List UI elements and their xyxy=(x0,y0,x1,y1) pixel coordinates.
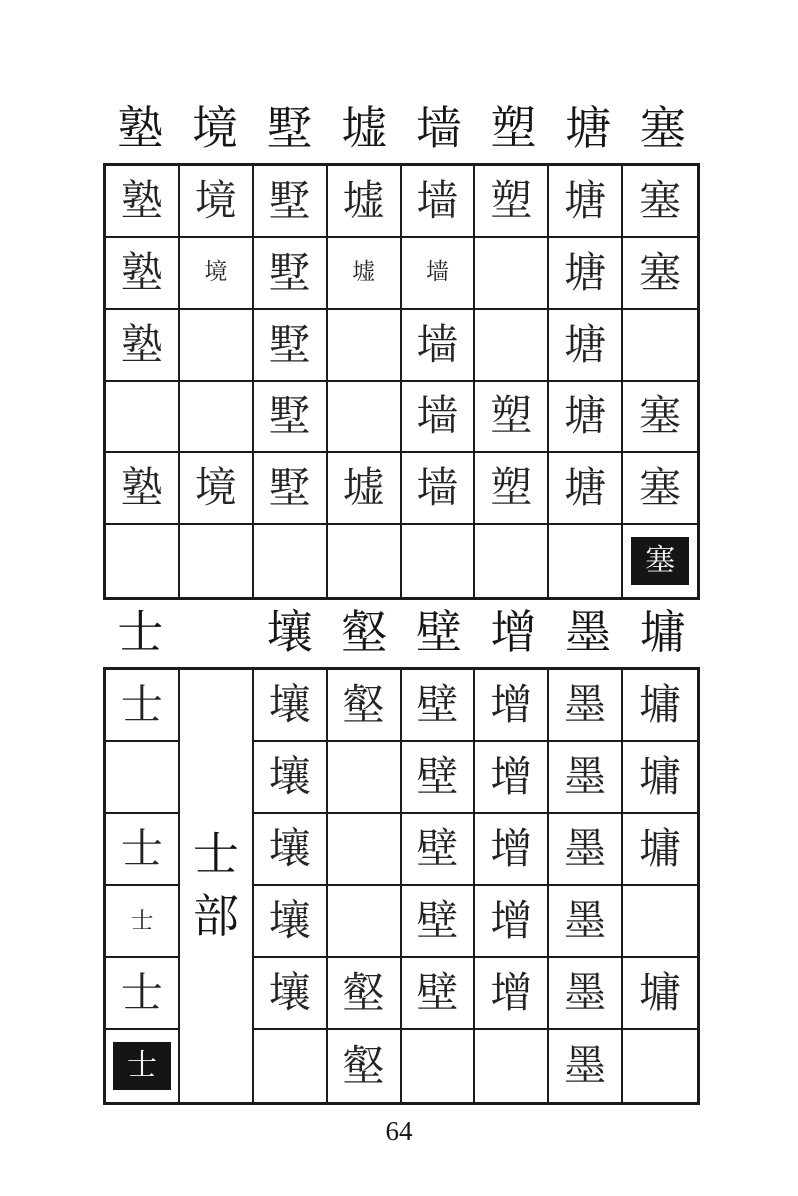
ancient-script-glyph: 壁 xyxy=(416,680,459,729)
ancient-script-glyph: 墨 xyxy=(564,752,607,801)
variant-cell xyxy=(254,453,328,525)
header-char: 壑 xyxy=(341,607,388,658)
header-gap xyxy=(178,604,253,662)
ancient-script-glyph: 塘 xyxy=(564,463,607,513)
variant-table-bottom xyxy=(103,667,700,1105)
empty-cell xyxy=(180,525,254,597)
ancient-script-glyph: 塘 xyxy=(564,175,607,225)
variant-cell xyxy=(180,166,254,238)
variant-cell xyxy=(475,958,549,1030)
variant-cell xyxy=(549,886,623,958)
empty-cell xyxy=(475,238,549,310)
ancient-script-glyph: 墅 xyxy=(268,247,311,297)
ancient-script-glyph: 塞 xyxy=(639,463,682,513)
variant-cell xyxy=(623,166,697,238)
empty-cell xyxy=(402,525,476,597)
ancient-script-glyph: 墅 xyxy=(268,319,311,369)
ancient-script-glyph: 士 xyxy=(130,907,154,934)
variant-cell xyxy=(106,310,180,382)
ancient-script-glyph: 壁 xyxy=(416,968,459,1017)
ancient-script-glyph: 塞 xyxy=(639,175,682,225)
ancient-script-glyph: 墨 xyxy=(564,896,607,945)
variant-cell xyxy=(106,958,180,1030)
ancient-script-glyph: 增 xyxy=(490,680,533,729)
variant-cell xyxy=(549,958,623,1030)
empty-cell xyxy=(106,525,180,597)
ancient-script-glyph: 塑 xyxy=(490,391,533,441)
variant-cell xyxy=(623,742,697,814)
radical-section-label xyxy=(180,670,254,1102)
ancient-script-glyph: 士 xyxy=(120,968,163,1017)
bottom-header-row xyxy=(103,604,700,662)
ancient-script-glyph: 墅 xyxy=(268,463,311,513)
empty-cell xyxy=(180,382,254,454)
variant-cell xyxy=(328,958,402,1030)
variant-cell xyxy=(402,958,476,1030)
variant-cell xyxy=(180,238,254,310)
header-char: 壁 xyxy=(415,607,462,658)
ancient-script-glyph: 墟 xyxy=(342,463,385,513)
variant-cell xyxy=(254,310,328,382)
variant-table-top xyxy=(103,163,700,600)
ancient-script-glyph: 塘 xyxy=(564,247,607,297)
ancient-script-glyph: 壤 xyxy=(268,680,311,729)
variant-cell xyxy=(106,453,180,525)
variant-cell xyxy=(106,1030,180,1102)
ancient-script-glyph: 壤 xyxy=(268,824,311,873)
empty-cell xyxy=(623,1030,697,1102)
variant-cell xyxy=(254,742,328,814)
ancient-script-glyph: 壁 xyxy=(416,752,459,801)
ancient-script-glyph: 塘 xyxy=(564,319,607,369)
top-header-row xyxy=(103,100,700,158)
ancient-script-glyph: 墨 xyxy=(564,824,607,873)
variant-cell xyxy=(254,814,328,886)
header-char: 墨 xyxy=(565,607,612,658)
header-char: 墅 xyxy=(266,103,313,154)
ancient-script-glyph: 塑 xyxy=(490,175,533,225)
empty-cell xyxy=(475,1030,549,1102)
variant-cell xyxy=(106,814,180,886)
variant-cell xyxy=(402,453,476,525)
variant-cell xyxy=(549,166,623,238)
ancient-script-glyph: 塾 xyxy=(120,247,163,297)
ancient-script-glyph: 壤 xyxy=(268,968,311,1017)
header-char: 墙 xyxy=(415,103,462,154)
variant-cell xyxy=(623,958,697,1030)
empty-cell xyxy=(254,1030,328,1102)
empty-cell xyxy=(328,310,402,382)
empty-cell xyxy=(106,382,180,454)
variant-cell xyxy=(106,166,180,238)
header-char: 增 xyxy=(490,607,537,658)
ancient-script-glyph: 塘 xyxy=(564,391,607,441)
variant-cell xyxy=(475,886,549,958)
variant-cell xyxy=(328,166,402,238)
empty-cell xyxy=(475,310,549,382)
ancient-script-glyph: 塞 xyxy=(639,247,682,297)
ancient-script-glyph: 壑 xyxy=(342,1041,385,1090)
ancient-script-glyph: 境 xyxy=(194,175,237,225)
ancient-script-glyph: 壑 xyxy=(342,680,385,729)
variant-cell xyxy=(475,382,549,454)
variant-cell xyxy=(106,238,180,310)
variant-cell xyxy=(402,382,476,454)
variant-cell xyxy=(328,453,402,525)
variant-cell xyxy=(106,886,180,958)
ancient-script-glyph: 墙 xyxy=(416,175,459,225)
ancient-script-glyph: 墉 xyxy=(639,968,682,1017)
variant-cell xyxy=(549,310,623,382)
ancient-script-glyph: 墨 xyxy=(564,680,607,729)
ancient-script-glyph: 壁 xyxy=(416,896,459,945)
radical-label-char: 部 xyxy=(192,891,239,942)
ancient-script-glyph: 墨 xyxy=(564,968,607,1017)
variant-cell xyxy=(475,453,549,525)
ancient-script-glyph: 墅 xyxy=(268,391,311,441)
ancient-script-glyph: 墟 xyxy=(352,259,376,286)
variant-cell xyxy=(549,382,623,454)
ancient-script-glyph: 墙 xyxy=(416,463,459,513)
variant-cell xyxy=(475,670,549,742)
variant-cell xyxy=(254,382,328,454)
ancient-script-glyph: 士 xyxy=(120,680,163,729)
variant-cell xyxy=(623,453,697,525)
variant-cell xyxy=(623,525,697,597)
empty-cell xyxy=(106,742,180,814)
ancient-script-glyph: 增 xyxy=(490,968,533,1017)
variant-cell xyxy=(549,453,623,525)
empty-cell xyxy=(623,886,697,958)
variant-cell xyxy=(402,886,476,958)
variant-cell xyxy=(106,670,180,742)
variant-cell xyxy=(475,742,549,814)
ancient-script-glyph: 塾 xyxy=(120,319,163,369)
header-char: 塾 xyxy=(117,103,164,154)
page-number: 64 xyxy=(385,1116,413,1146)
empty-cell xyxy=(328,886,402,958)
variant-cell xyxy=(549,238,623,310)
ancient-script-glyph: 塾 xyxy=(120,463,163,513)
empty-cell xyxy=(180,310,254,382)
ancient-script-glyph: 士 xyxy=(120,824,163,873)
empty-cell xyxy=(475,525,549,597)
ancient-script-glyph: 墟 xyxy=(342,175,385,225)
header-char: 壤 xyxy=(266,607,313,658)
ancient-script-glyph: 塾 xyxy=(120,175,163,225)
variant-cell xyxy=(623,814,697,886)
ancient-script-glyph: 墅 xyxy=(268,175,311,225)
ancient-script-glyph: 墉 xyxy=(639,752,682,801)
variant-cell xyxy=(623,382,697,454)
variant-cell xyxy=(328,670,402,742)
header-char: 塘 xyxy=(565,103,612,154)
ancient-script-glyph: 塞 xyxy=(639,391,682,441)
empty-cell xyxy=(328,525,402,597)
variant-cell xyxy=(402,238,476,310)
variant-cell xyxy=(254,238,328,310)
variant-cell xyxy=(402,166,476,238)
empty-cell xyxy=(623,310,697,382)
variant-cell xyxy=(254,670,328,742)
ancient-script-glyph: 墨 xyxy=(564,1041,607,1090)
variant-cell xyxy=(475,166,549,238)
variant-cell xyxy=(402,670,476,742)
header-char: 墉 xyxy=(639,607,686,658)
header-char: 墟 xyxy=(341,103,388,154)
header-char: 塞 xyxy=(639,103,686,154)
variant-cell xyxy=(623,238,697,310)
ancient-script-glyph: 墉 xyxy=(639,824,682,873)
ancient-script-glyph: 墙 xyxy=(425,259,449,286)
empty-cell xyxy=(254,525,328,597)
ancient-script-glyph: 壑 xyxy=(342,968,385,1017)
ancient-script-glyph: 境 xyxy=(204,259,228,286)
ancient-script-glyph: 墙 xyxy=(416,319,459,369)
variant-cell xyxy=(623,670,697,742)
empty-cell xyxy=(402,1030,476,1102)
ancient-script-glyph: 增 xyxy=(490,824,533,873)
variant-cell xyxy=(402,814,476,886)
empty-cell xyxy=(549,525,623,597)
ancient-script-glyph: 增 xyxy=(490,896,533,945)
empty-cell xyxy=(328,814,402,886)
ancient-script-glyph: 增 xyxy=(490,752,533,801)
variant-cell xyxy=(402,310,476,382)
empty-cell xyxy=(328,742,402,814)
seal-stamp-glyph: 塞 xyxy=(631,537,689,585)
variant-cell xyxy=(328,1030,402,1102)
variant-cell xyxy=(254,958,328,1030)
radical-label-char: 士 xyxy=(192,829,239,880)
variant-cell xyxy=(549,1030,623,1102)
variant-cell xyxy=(254,886,328,958)
variant-cell xyxy=(475,814,549,886)
variant-cell xyxy=(328,238,402,310)
variant-cell xyxy=(254,166,328,238)
variant-cell xyxy=(549,670,623,742)
ancient-script-glyph: 壤 xyxy=(268,752,311,801)
seal-stamp-glyph: 士 xyxy=(113,1042,171,1090)
ancient-script-glyph: 墙 xyxy=(416,391,459,441)
variant-cell xyxy=(180,453,254,525)
empty-cell xyxy=(328,382,402,454)
ancient-script-glyph: 塑 xyxy=(490,463,533,513)
ancient-script-glyph: 墉 xyxy=(639,680,682,729)
ancient-script-glyph: 壁 xyxy=(416,824,459,873)
header-char: 士 xyxy=(117,607,164,658)
ancient-script-glyph: 壤 xyxy=(268,896,311,945)
variant-cell xyxy=(549,814,623,886)
ancient-script-glyph: 境 xyxy=(194,463,237,513)
header-char: 塑 xyxy=(490,103,537,154)
variant-cell xyxy=(549,742,623,814)
header-char: 境 xyxy=(191,103,238,154)
variant-cell xyxy=(402,742,476,814)
